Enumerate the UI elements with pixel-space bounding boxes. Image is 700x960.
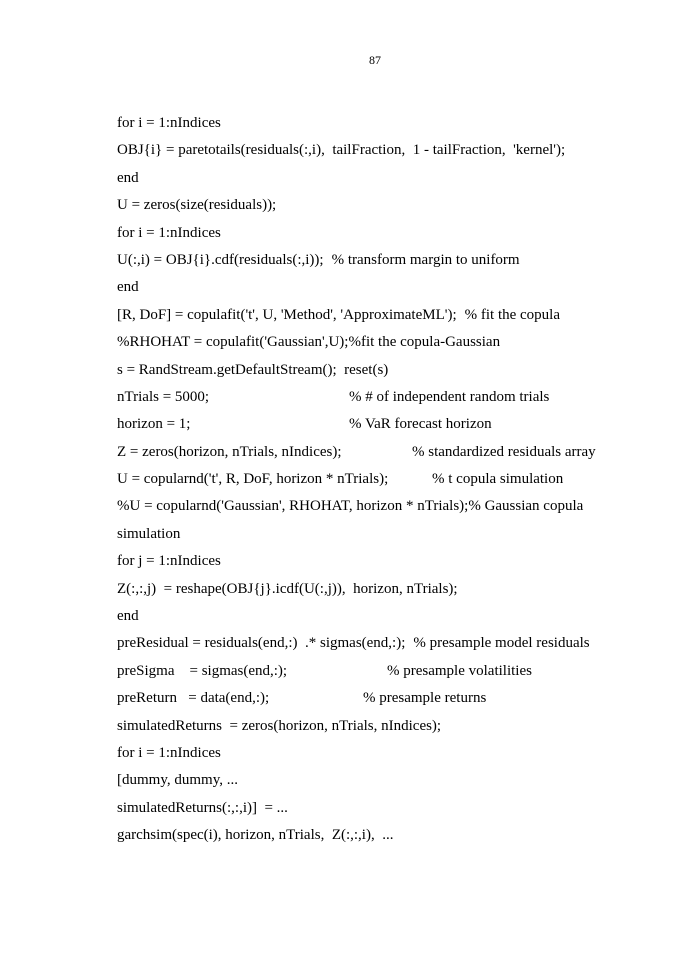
code-line bbox=[117, 140, 677, 167]
code-text: preSigma = sigmas(end,:); bbox=[117, 662, 288, 679]
code-line bbox=[117, 661, 677, 688]
code-text: U = copularnd('t', R, DoF, horizon * nTrials); bbox=[117, 471, 389, 488]
code-text: %U = copularnd('Gaussian', RHOHAT, horizon * nTrials);% Gaussian copula bbox=[117, 498, 584, 515]
code-line bbox=[117, 387, 677, 414]
code-text: for i = 1:nIndices bbox=[117, 744, 221, 761]
code-line bbox=[117, 332, 677, 359]
code-text: simulatedReturns = zeros(horizon, nTrials, nIndices); bbox=[117, 717, 442, 734]
code-text: simulation bbox=[117, 525, 181, 542]
code-line bbox=[117, 360, 677, 387]
code-text: end bbox=[117, 279, 139, 296]
code-line bbox=[117, 223, 677, 250]
code-comment: % transform margin to uniform bbox=[331, 251, 520, 268]
code-text: end bbox=[117, 608, 139, 625]
code-comment: % VaR forecast horizon bbox=[349, 416, 492, 433]
code-line bbox=[117, 195, 677, 222]
code-line bbox=[117, 825, 677, 852]
code-line bbox=[117, 277, 677, 304]
code-text: s = RandStream.getDefaultStream(); reset(s) bbox=[117, 361, 389, 378]
code-text: horizon = 1; bbox=[117, 416, 191, 433]
code-text: U = zeros(size(residuals)); bbox=[117, 197, 277, 214]
code-line bbox=[117, 633, 677, 660]
code-comment: % presample volatilities bbox=[387, 662, 532, 679]
code-text: OBJ{i} = paretotails(residuals(:,i), tailFraction, 1 - tailFraction, 'kernel'); bbox=[117, 142, 566, 159]
code-line bbox=[117, 579, 677, 606]
code-line bbox=[117, 524, 677, 551]
code-text: nTrials = 5000; bbox=[117, 388, 210, 405]
code-line bbox=[117, 305, 677, 332]
code-text: end bbox=[117, 169, 139, 186]
code-text: [dummy, dummy, ... bbox=[117, 772, 238, 789]
code-line bbox=[117, 442, 677, 469]
code-line bbox=[117, 113, 677, 140]
code-comment: % fit the copula bbox=[464, 306, 561, 323]
code-comment: % presample returns bbox=[363, 690, 487, 707]
code-text: for i = 1:nIndices bbox=[117, 115, 221, 131]
code-comment: % t copula simulation bbox=[432, 471, 564, 488]
code-text: U(:,i) = OBJ{i}.cdf(residuals(:,i)); bbox=[117, 251, 324, 268]
code-text: %RHOHAT = copulafit('Gaussian',U);%fit the copula-Gaussian bbox=[117, 334, 501, 351]
code-line bbox=[117, 496, 677, 523]
code-text: preReturn = data(end,:); bbox=[117, 690, 270, 707]
code-line bbox=[117, 168, 677, 195]
code-comment: % presample model residuals bbox=[413, 635, 590, 652]
code-line bbox=[117, 250, 677, 277]
code-text: garchsim(spec(i), horizon, nTrials, Z(:,:,i), ... bbox=[117, 827, 394, 844]
code-text: for j = 1:nIndices bbox=[117, 553, 221, 570]
code-text: preResidual = residuals(end,:) .* sigmas(end,:); bbox=[117, 635, 406, 652]
code-text: Z = zeros(horizon, nTrials, nIndices); bbox=[117, 443, 342, 460]
page-number: 87 bbox=[369, 53, 381, 67]
code-line bbox=[117, 414, 677, 441]
code-text: simulatedReturns(:,:,i)] = ... bbox=[117, 799, 288, 816]
code-line bbox=[117, 606, 677, 633]
code-comment: % standardized residuals array bbox=[412, 443, 596, 460]
matlab-code-listing bbox=[117, 113, 677, 853]
code-line bbox=[117, 688, 677, 715]
code-line bbox=[117, 716, 677, 743]
code-text: [R, DoF] = copulafit('t', U, 'Method', 'ApproximateML'); bbox=[117, 306, 457, 323]
code-line bbox=[117, 469, 677, 496]
code-line bbox=[117, 551, 677, 578]
code-comment: % # of independent random trials bbox=[349, 388, 550, 405]
code-text: Z(:,:,j) = reshape(OBJ{j}.icdf(U(:,j)), horizon, nTrials); bbox=[117, 580, 458, 597]
code-line bbox=[117, 798, 677, 825]
code-line bbox=[117, 743, 677, 770]
code-text: for i = 1:nIndices bbox=[117, 224, 221, 241]
code-line bbox=[117, 770, 677, 797]
